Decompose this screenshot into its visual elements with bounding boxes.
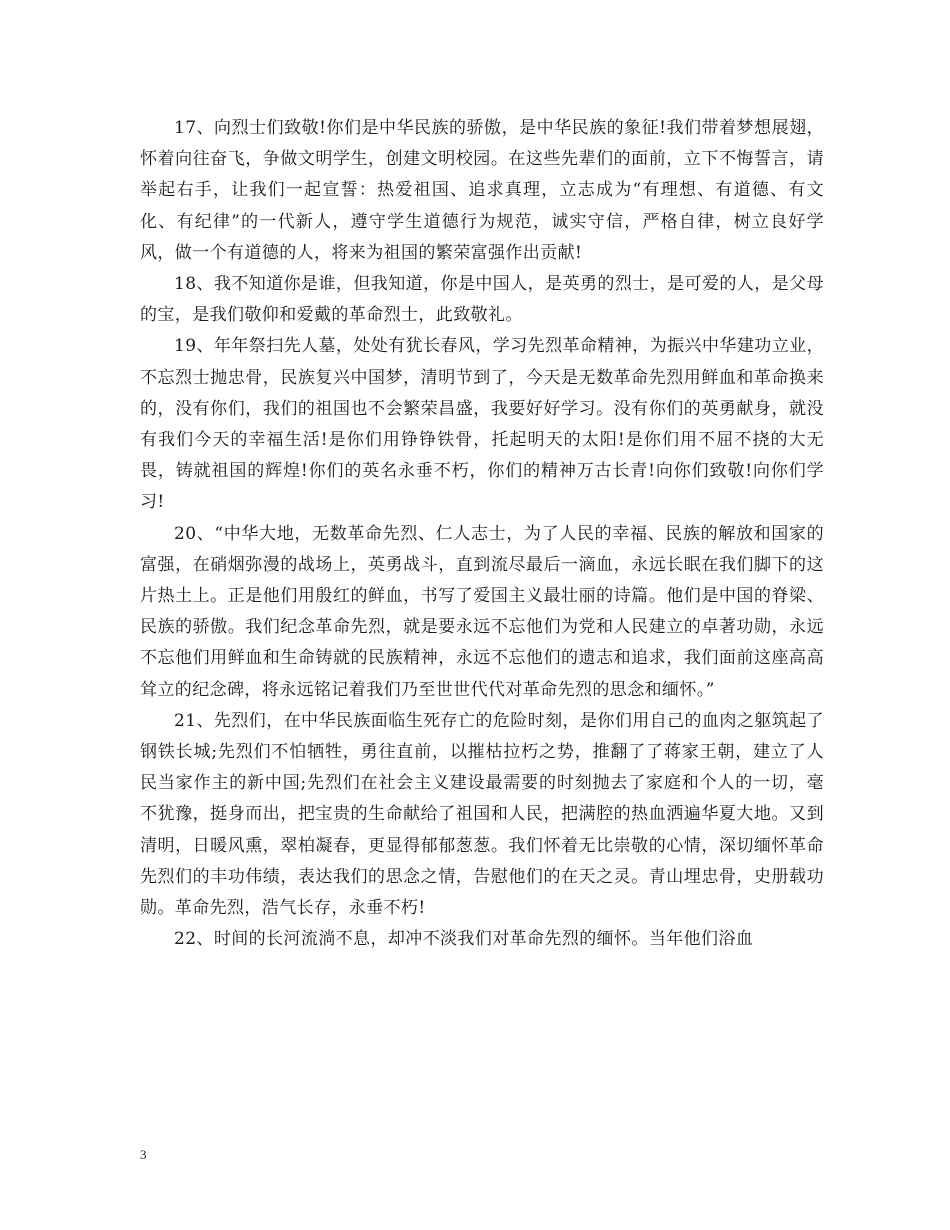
paragraph-18: 18、我不知道你是谁，但我知道，你是中国人，是英勇的烈士，是可爱的人，是父母的宝，是我们敬仰和爱戴的革命烈士，此致敬礼。 xyxy=(140,274,824,326)
paragraph-19: 19、年年祭扫先人墓，处处有犹长春风，学习先烈革命精神，为振兴中华建功立业，不忘烈士抛忠骨，民族复兴中国梦，清明节到了，今天是无数革命先烈用鲜血和革命换来的，没有你们，我们的祖国也不会繁荣昌盛，我要好好学习。没有你们的英勇献身，就没有我们今天的幸福生活!是你们用铮铮铁骨，托起明天的太阳!是你们用不屈不挠的大无畏，铸就祖国的辉煌!你们的英名永垂不朽，你们的精神万古长青!向你们致敬!向你们学习! xyxy=(140,336,824,513)
page-number: 3 xyxy=(140,1147,147,1162)
document-body xyxy=(140,113,824,955)
paragraph-21: 21、先烈们，在中华民族面临生死存亡的危险时刻，是你们用自己的血肉之躯筑起了钢铁长城;先烈们不怕牺牲，勇往直前，以摧枯拉朽之势，推翻了了蒋家王朝，建立了人民当家作主的新中国;先烈们在社会主义建设最需要的时刻抛去了家庭和个人的一切，毫不犹豫，挺身而出，把宝贵的生命献给了祖国和人民，把满腔的热血洒遍华夏大地。又到清明，日暖风熏，翠柏凝春，更显得郁郁葱葱。我们怀着无比崇敬的心情，深切缅怀革命先烈们的丰功伟绩，表达我们的思念之情，告慰他们的在天之灵。青山埋忠骨，史册载功勋。革命先烈，浩气长存，永垂不朽! xyxy=(140,710,824,919)
paragraph-22: 22、时间的长河流淌不息，却冲不淡我们对革命先烈的缅怀。当年他们浴血 xyxy=(174,929,754,950)
paragraph-17: 17、向烈士们致敬!你们是中华民族的骄傲，是中华民族的象征!我们带着梦想展翅，怀着向往奋飞，争做文明学生，创建文明校园。在这些先辈们的面前，立下不悔誓言，请举起右手，让我们一起宣誓：热爱祖国、追求真理，立志成为“有理想、有道德、有文化、有纪律”的一代新人，遵守学生道德行为规范，诚实守信，严格自律，树立良好学风，做一个有道德的人，将来为祖国的繁荣富强作出贡献! xyxy=(140,118,824,263)
paragraph-20: 20、“中华大地，无数革命先烈、仁人志士，为了人民的幸福、民族的解放和国家的富强，在硝烟弥漫的战场上，英勇战斗，直到流尽最后一滴血，永远长眠在我们脚下的这片热土上。正是他们用殷红的鲜血，书写了爱国主义最壮丽的诗篇。他们是中国的脊梁、民族的骄傲。我们纪念革命先烈，就是要永远不忘他们为党和人民建立的卓著功勋，永远不忘他们用鲜血和生命铸就的民族精神，永远不忘他们的遗志和追求，我们面前这座高高耸立的纪念碑，将永远铭记着我们乃至世世代代对革命先烈的思念和缅怀。” xyxy=(140,523,824,700)
